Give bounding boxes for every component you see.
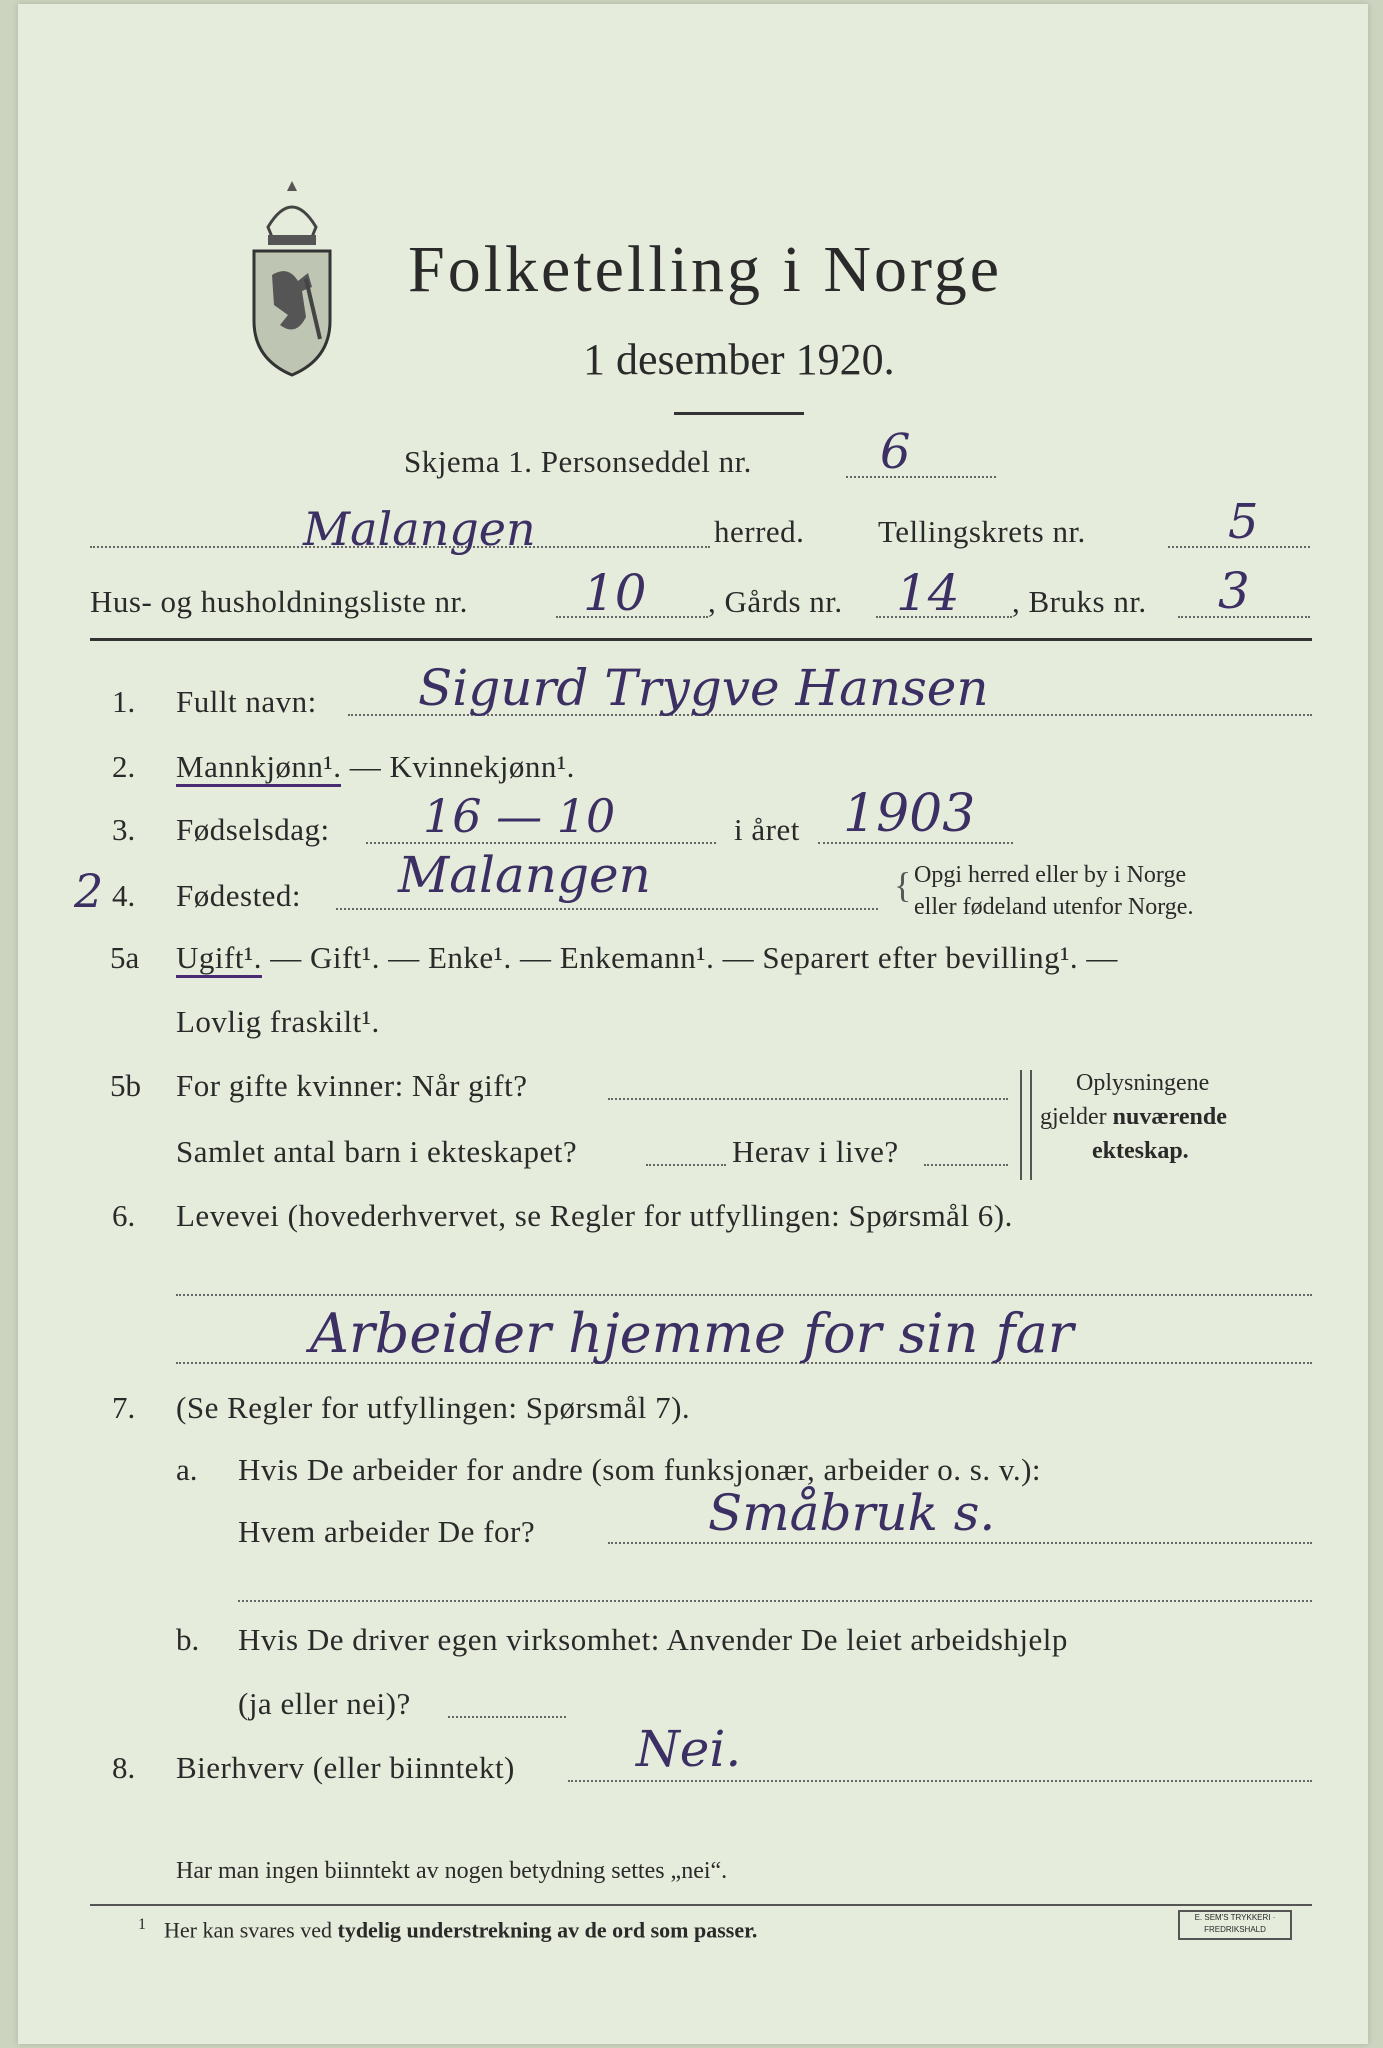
q7a-line2: Hvem arbeider De for? [238,1514,536,1549]
form-title: Folketelling i Norge [408,233,1003,306]
q5b-note-line2a: gjelder [1040,1104,1113,1130]
q5b-note-line2b: nuværende [1112,1104,1227,1130]
q5b-bracket-left [1020,1070,1022,1180]
q3-year-value: 1903 [843,784,976,844]
q8-value: Nei. [636,1720,742,1778]
title-divider [674,412,804,415]
q6-value: Arbeider hjemme for sin far [310,1302,1074,1365]
census-form [18,4,1368,2044]
bruks-label: , Bruks nr. [1012,584,1147,619]
q1-number: 1. [112,684,136,719]
q3-number: 3. [112,812,136,847]
q7a-value: Småbruk s. [708,1484,996,1542]
q1-value: Sigurd Trygve Hansen [418,659,989,717]
gards-label: , Gårds nr. [708,584,843,619]
option-mannkjonn[interactable]: Mannkjønn¹. [176,749,341,787]
q4-number: 4. [112,878,136,913]
q6-line1 [176,1294,1312,1296]
q8-line [568,1780,1312,1782]
footnote [138,1916,757,1943]
q8-label: Bierhverv (eller biinntekt) [176,1750,515,1785]
q5b-note-line1: Oplysningene [1076,1070,1210,1096]
footnote-mark: 1 [138,1916,146,1933]
q7b-answer-line [448,1716,566,1718]
herred-value: Malangen [303,502,536,556]
q5b-label2: Samlet antal barn i ekteskapet? [176,1134,578,1169]
q7a-answer-line [608,1542,1312,1544]
q6-label: Levevei (hovederhvervet, se Regler for utfyllingen: Spørsmål 6). [176,1198,1013,1233]
personseddel-value: 6 [880,424,911,480]
footnote-text-b: tydelig understrekning av de ord som passer. [337,1917,758,1943]
q4-line [336,908,878,910]
q7b-line2: (ja eller nei)? [238,1686,411,1721]
q3-label: Fødselsdag: [176,812,330,847]
schema-label: Skjema 1. Personseddel nr. [404,444,752,479]
q5b-bracket-right [1030,1070,1032,1180]
q2-label [176,749,575,785]
q7-label: (Se Regler for utfyllingen: Spørsmål 7). [176,1390,691,1425]
q5b-alive-line [924,1164,1008,1166]
q5b-note-line3: ekteskap. [1092,1138,1189,1164]
q5b-married-line [608,1098,1008,1100]
section-divider [90,638,1312,641]
printer-stamp: E. SEM'S TRYKKERI · FREDRIKSHALD [1178,1910,1292,1940]
q6-number: 6. [112,1198,136,1233]
census-date: 1 desember 1920. [583,335,895,384]
footer-divider [90,1904,1312,1906]
q5a-number: 5a [110,940,140,975]
q3-value: 16 — 10 [423,789,616,843]
q5b-label1: For gifte kvinner: Når gift? [176,1068,528,1103]
option-other-statuses[interactable]: — Gift¹. — Enke¹. — Enkemann¹. — Separert efter bevilling¹. — [261,940,1118,975]
q5b-label3: Herav i live? [732,1134,899,1169]
personseddel-line [846,476,996,478]
bruks-value: 3 [1218,562,1250,620]
option-kvinnekjonn[interactable]: — Kvinnekjønn¹. [341,749,575,784]
q5b-note-line2 [1040,1104,1227,1131]
herred-label: herred. [714,514,805,549]
q7-number: 7. [112,1390,136,1425]
hus-value: 10 [583,564,647,622]
q7a-letter: a. [176,1452,198,1487]
q5a-line2[interactable]: Lovlig fraskilt¹. [176,1004,380,1039]
tellingskrets-value: 5 [1228,494,1259,550]
coat-of-arms-icon [246,179,338,379]
footnote-text-a: Her kan svares ved [164,1917,338,1943]
option-ugift[interactable]: Ugift¹. [176,940,262,978]
q2-number: 2. [112,749,136,784]
q4-note-line1: Opgi herred eller by i Norge [914,862,1187,888]
q7a-line1: Hvis De arbeider for andre (som funksjonær, arbeider o. s. v.): [238,1452,1042,1487]
q4-note-line2: eller fødeland utenfor Norge. [914,894,1194,920]
gards-value: 14 [896,564,960,622]
q7a-extra-line [238,1600,1312,1602]
q8-number: 8. [112,1750,136,1785]
q1-label: Fullt navn: [176,684,317,719]
q7b-line1: Hvis De driver egen virksomhet: Anvender De leiet arbeidshjelp [238,1622,1068,1657]
q4-brace: { [894,865,912,905]
footer-note: Har man ingen biinntekt av nogen betydning settes „nei“. [176,1858,728,1884]
q4-value: Malangen [398,846,651,904]
q7b-letter: b. [176,1622,200,1657]
q5a-options [176,940,1118,976]
q5b-children-line [646,1164,726,1166]
q4-label: Fødested: [176,878,302,913]
q4-margin-mark: 2 [74,864,104,918]
q3-year-label: i året [734,812,800,847]
tellingskrets-label: Tellingskrets nr. [878,514,1086,549]
q5b-number: 5b [110,1068,141,1103]
hus-label: Hus- og husholdningsliste nr. [90,584,468,619]
